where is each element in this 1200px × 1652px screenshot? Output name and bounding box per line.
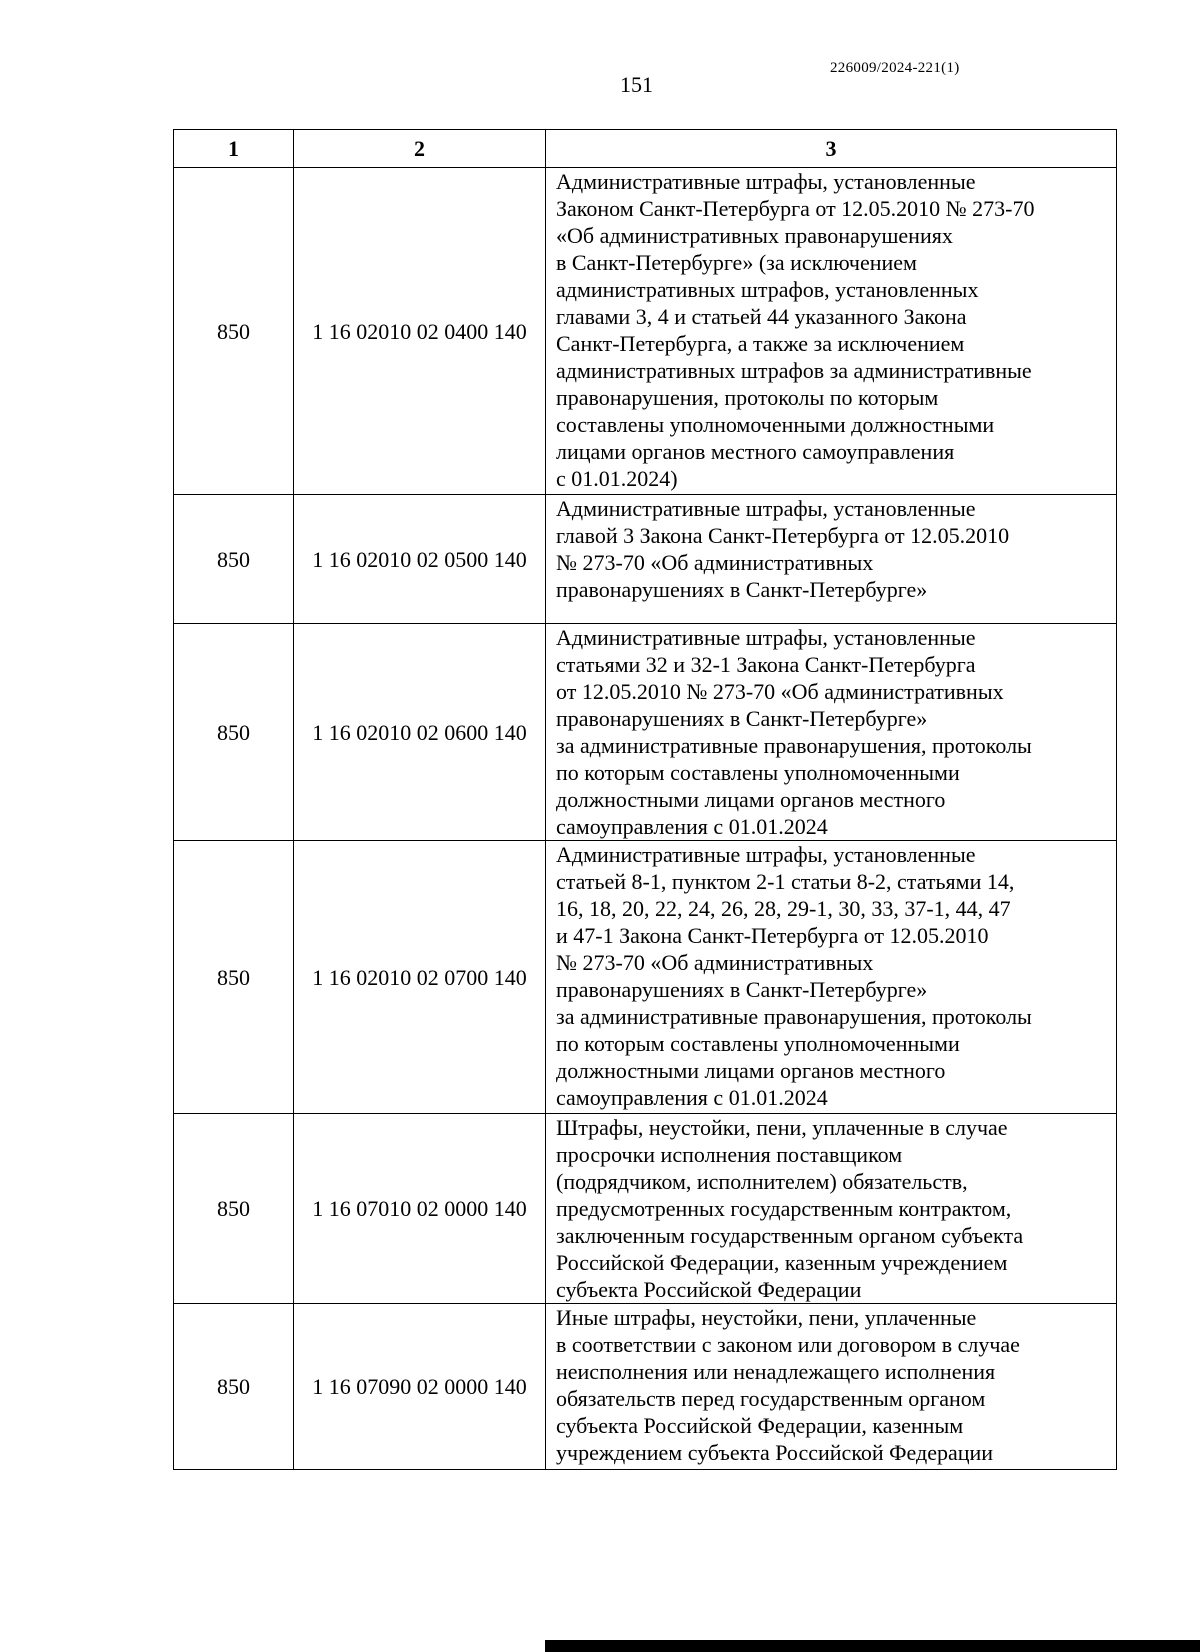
header-row xyxy=(174,130,1117,168)
description-cell: Административные штрафы, установленные статьями 32 и 32-1 Закона Санкт-Петербурга от 12.05.2010 № 273-70 «Об административных правонарушениях в Санкт-Петербурге» за административные правонарушения, протоколы по которым составлены уполномоченными должностными лицами органов местного самоуправления с 01.01.2024 xyxy=(546,624,1117,841)
table-row xyxy=(174,495,1117,624)
admin-code-cell: 850 xyxy=(174,841,294,1114)
admin-code-cell: 850 xyxy=(174,624,294,841)
table-row xyxy=(174,168,1117,495)
description-cell: Штрафы, неустойки, пени, уплаченные в случае просрочки исполнения поставщиком (подрядчиком, исполнителем) обязательств, предусмотренных государственным контрактом, заключенным государственным органом субъекта Российской Федерации, казенным учреждением субъекта Российской Федерации xyxy=(546,1114,1117,1304)
table-row xyxy=(174,624,1117,841)
column-header-1: 1 xyxy=(174,130,294,168)
budget-codes-table xyxy=(173,129,1117,1470)
admin-code-cell: 850 xyxy=(174,1114,294,1304)
kbk-code-cell: 1 16 02010 02 0400 140 xyxy=(294,168,546,495)
description-cell: Административные штрафы, установленные статьей 8-1, пунктом 2-1 статьи 8-2, статьями 14, 16, 18, 20, 22, 24, 26, 28, 29-1, 30, 33, 37-1, 44, 47 и 47-1 Закона Санкт-Петербурга от 12.05.2010 № 273-70 «Об административных правонарушениях в Санкт-Петербурге» за административные правонарушения, протоколы по которым составлены уполномоченными должностными лицами органов местного самоуправления с 01.01.2024 xyxy=(546,841,1117,1114)
admin-code-cell: 850 xyxy=(174,168,294,495)
document-registration-number: 226009/2024-221(1) xyxy=(830,60,960,76)
table-row xyxy=(174,841,1117,1114)
description-cell: Административные штрафы, установленные Законом Санкт-Петербурга от 12.05.2010 № 273-70 «Об административных правонарушениях в Санкт-Петербурге» (за исключением административных штрафов, установленных главами 3, 4 и статьей 44 указанного Закона Санкт-Петербурга, а также за исключением административных штрафов за административные правонарушения, протоколы по которым составлены уполномоченными должностными лицами органов местного самоуправления с 01.01.2024) xyxy=(546,168,1117,495)
admin-code-cell: 850 xyxy=(174,1304,294,1470)
table-row xyxy=(174,1304,1117,1470)
table-row xyxy=(174,1114,1117,1304)
kbk-code-cell: 1 16 02010 02 0700 140 xyxy=(294,841,546,1114)
description-cell: Административные штрафы, установленные главой 3 Закона Санкт-Петербурга от 12.05.2010 № 273-70 «Об административных правонарушениях в Санкт-Петербурге» xyxy=(546,495,1117,624)
kbk-code-cell: 1 16 02010 02 0500 140 xyxy=(294,495,546,624)
kbk-code-cell: 1 16 02010 02 0600 140 xyxy=(294,624,546,841)
table-body xyxy=(174,168,1117,1470)
kbk-code-cell: 1 16 07090 02 0000 140 xyxy=(294,1304,546,1470)
kbk-code-cell: 1 16 07010 02 0000 140 xyxy=(294,1114,546,1304)
admin-code-cell: 850 xyxy=(174,495,294,624)
scan-edge-rule xyxy=(545,1640,1200,1652)
column-header-3: 3 xyxy=(546,130,1117,168)
table-header xyxy=(174,130,1117,168)
description-cell: Иные штрафы, неустойки, пени, уплаченные в соответствии с законом или договором в случае неисполнения или ненадлежащего исполнения обязательств перед государственным органом субъекта Российской Федерации, казенным учреждением субъекта Российской Федерации xyxy=(546,1304,1117,1470)
column-header-2: 2 xyxy=(294,130,546,168)
page-number: 151 xyxy=(620,72,653,97)
